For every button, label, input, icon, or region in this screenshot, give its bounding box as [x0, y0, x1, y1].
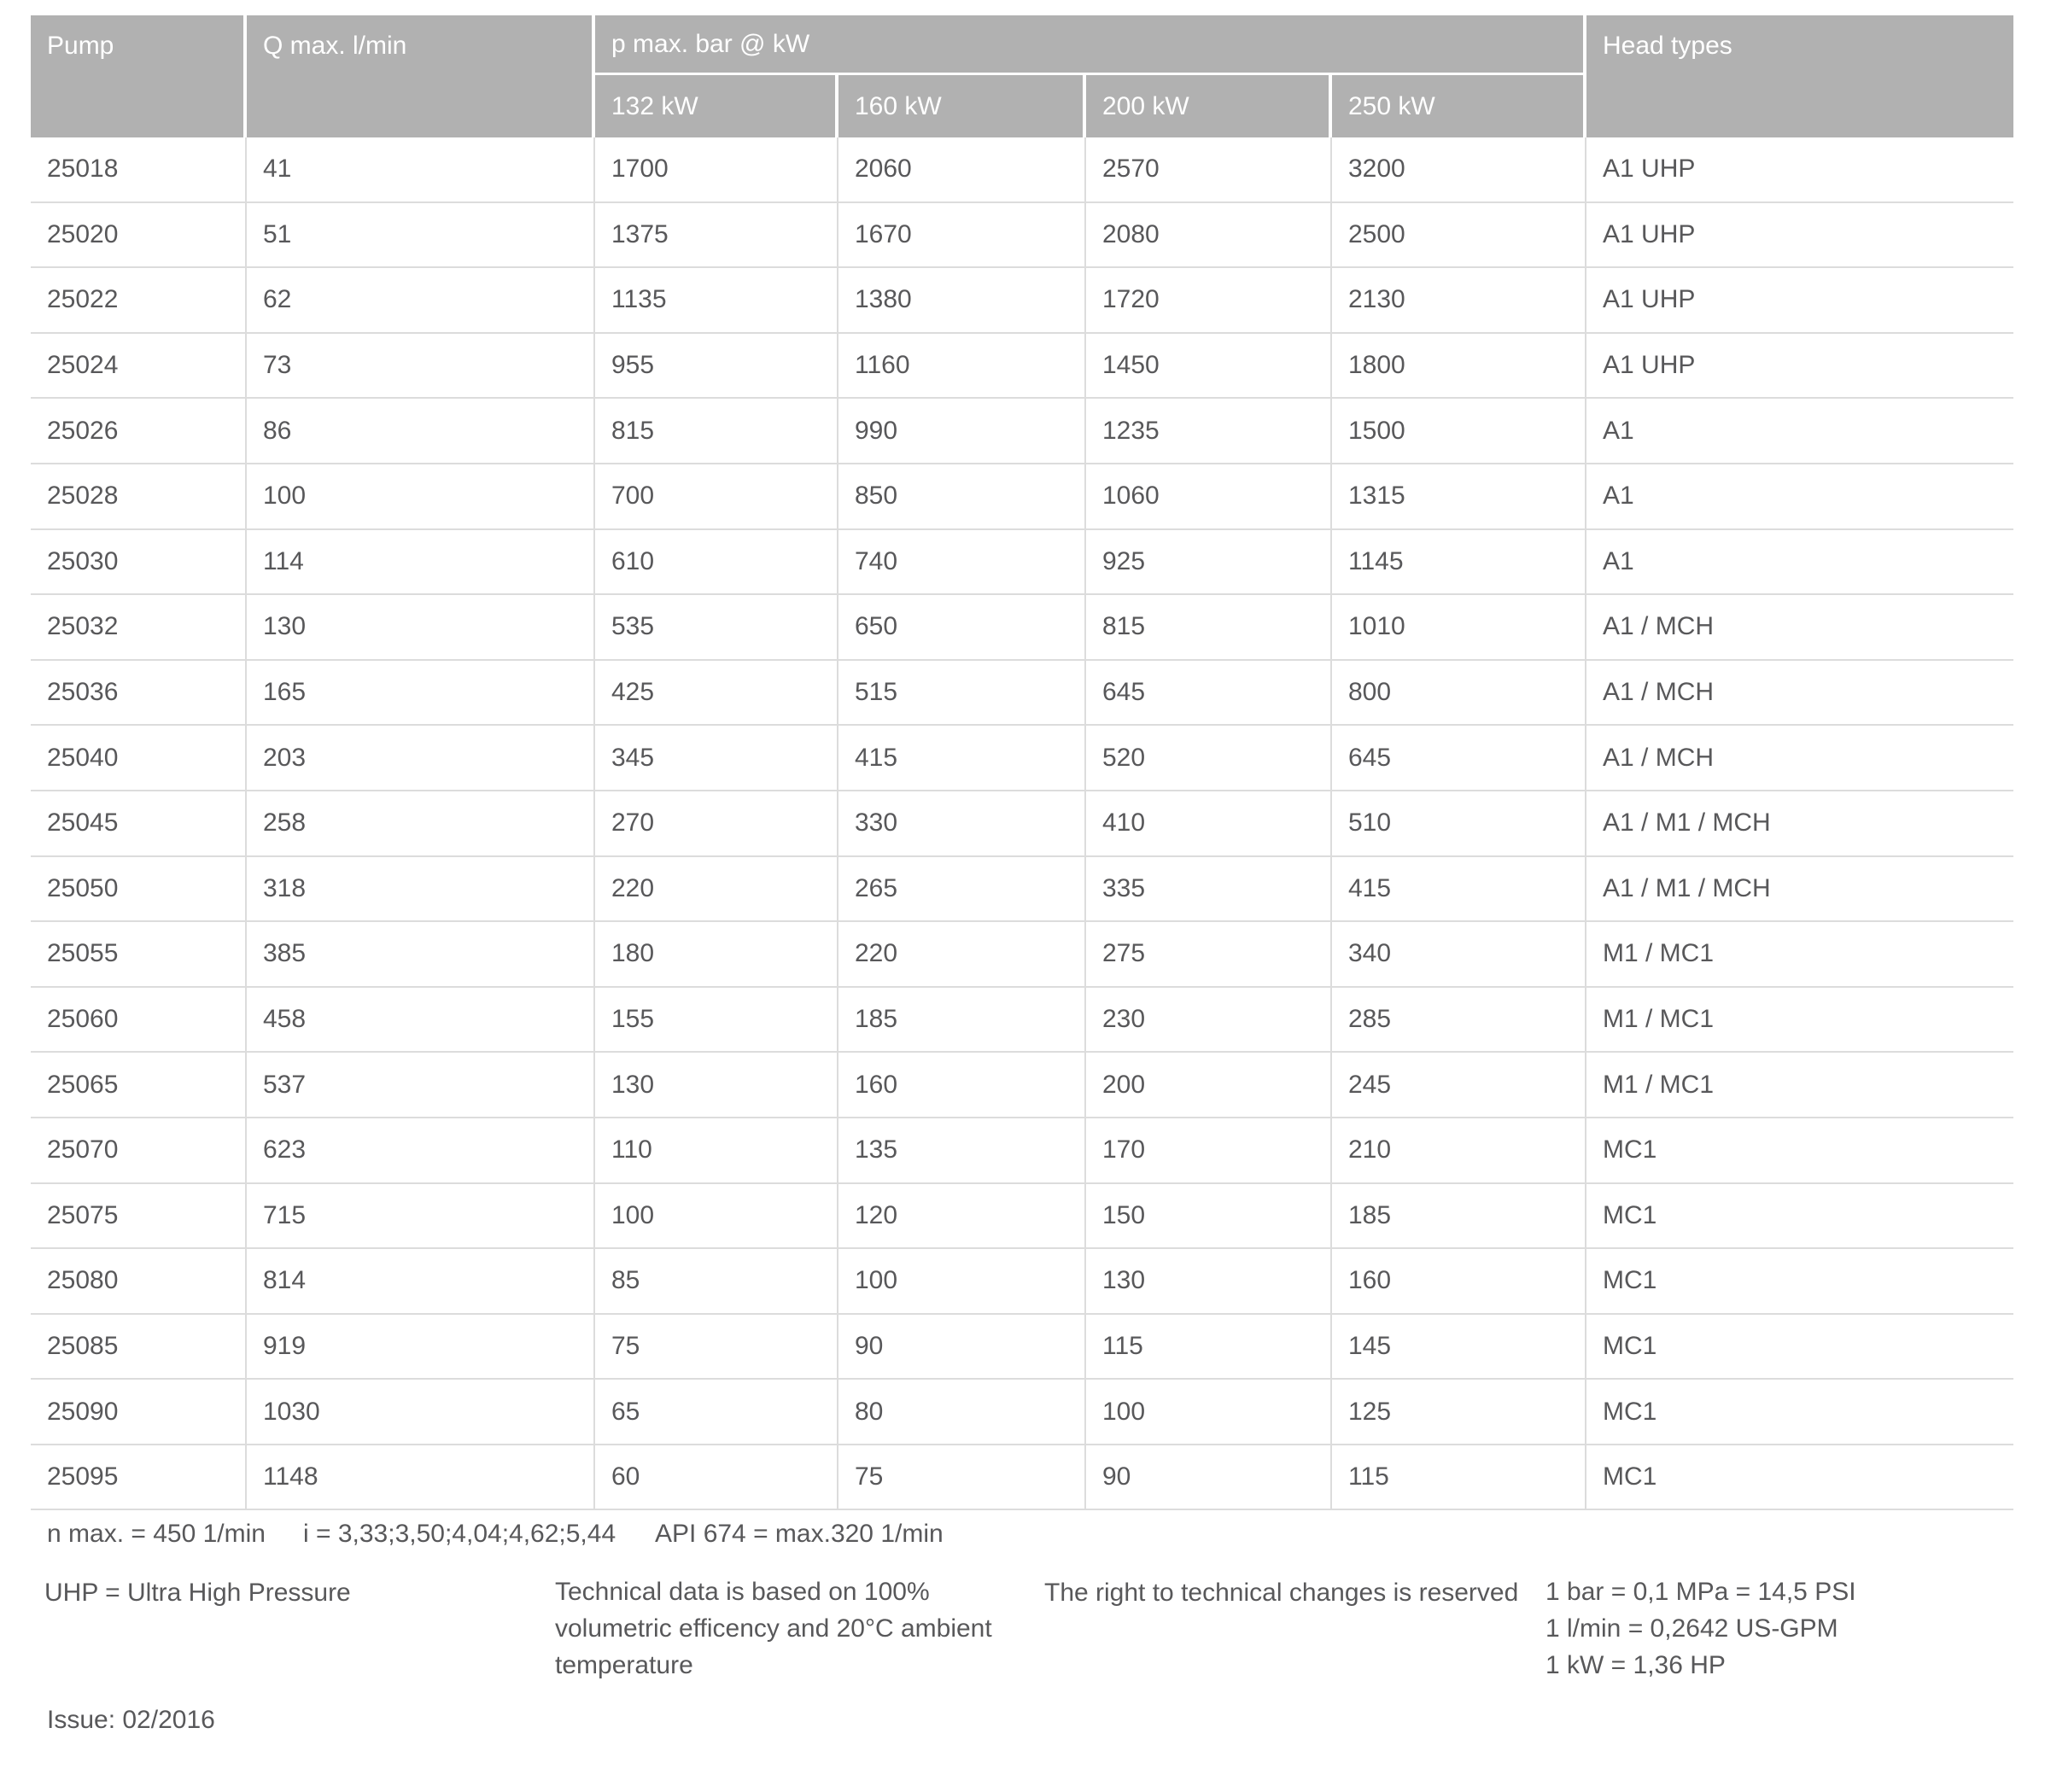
- cell-head-type: M1 / MC1: [1586, 922, 2013, 988]
- cell-132kw: 1375: [595, 203, 838, 269]
- column-header-132kw: 132 kW: [595, 75, 838, 137]
- cell-132kw: 155: [595, 988, 838, 1054]
- cell-132kw: 1700: [595, 137, 838, 203]
- pump-spec-table: [31, 15, 2013, 1510]
- cell-132kw: 130: [595, 1053, 838, 1118]
- cell-132kw: 955: [595, 334, 838, 400]
- cell-132kw: 425: [595, 661, 838, 727]
- cell-200kw: 1450: [1086, 334, 1332, 400]
- cell-head-type: A1: [1586, 399, 2013, 464]
- cell-160kw: 120: [838, 1184, 1086, 1250]
- cell-pump: 25018: [31, 137, 247, 203]
- column-header-pump: Pump: [31, 15, 247, 137]
- note-conversions: [1545, 1573, 1856, 1684]
- cell-200kw: 335: [1086, 857, 1332, 923]
- cell-pump: 25045: [31, 791, 247, 857]
- cell-pump: 25020: [31, 203, 247, 269]
- cell-250kw: 160: [1332, 1249, 1586, 1315]
- cell-200kw: 520: [1086, 726, 1332, 791]
- cell-qmax: 41: [247, 137, 595, 203]
- cell-250kw: 415: [1332, 857, 1586, 923]
- cell-head-type: A1 / M1 / MCH: [1586, 857, 2013, 923]
- cell-head-type: A1 / M1 / MCH: [1586, 791, 2013, 857]
- cell-200kw: 925: [1086, 530, 1332, 596]
- cell-head-type: A1 / MCH: [1586, 726, 2013, 791]
- cell-160kw: 2060: [838, 137, 1086, 203]
- cell-132kw: 610: [595, 530, 838, 596]
- cell-132kw: 100: [595, 1184, 838, 1250]
- column-header-160kw: 160 kW: [838, 75, 1086, 137]
- cell-head-type: A1 UHP: [1586, 203, 2013, 269]
- cell-132kw: 815: [595, 399, 838, 464]
- cell-160kw: 1160: [838, 334, 1086, 400]
- cell-200kw: 230: [1086, 988, 1332, 1054]
- column-header-pmax-group: p max. bar @ kW: [595, 15, 1586, 75]
- cell-200kw: 275: [1086, 922, 1332, 988]
- cell-qmax: 258: [247, 791, 595, 857]
- cell-qmax: 165: [247, 661, 595, 727]
- cell-200kw: 130: [1086, 1249, 1332, 1315]
- cell-200kw: 100: [1086, 1380, 1332, 1445]
- cell-250kw: 1800: [1332, 334, 1586, 400]
- cell-pump: 25024: [31, 334, 247, 400]
- cell-qmax: 537: [247, 1053, 595, 1118]
- cell-qmax: 1148: [247, 1445, 595, 1511]
- note-technical-data: [555, 1573, 992, 1684]
- cell-qmax: 814: [247, 1249, 595, 1315]
- cell-qmax: 203: [247, 726, 595, 791]
- note-i-ratios: i = 3,33;3,50;4,04;4,62;5,44: [303, 1520, 616, 1548]
- column-header-head-types: Head types: [1586, 15, 2013, 137]
- cell-250kw: 245: [1332, 1053, 1586, 1118]
- cell-250kw: 185: [1332, 1184, 1586, 1250]
- note-conversion-kw: 1 kW = 1,36 HP: [1545, 1651, 1726, 1679]
- cell-head-type: A1 / MCH: [1586, 595, 2013, 661]
- cell-pump: 25065: [31, 1053, 247, 1118]
- cell-250kw: 510: [1332, 791, 1586, 857]
- cell-head-type: M1 / MC1: [1586, 1053, 2013, 1118]
- cell-200kw: 200: [1086, 1053, 1332, 1118]
- cell-132kw: 75: [595, 1315, 838, 1380]
- cell-pump: 25085: [31, 1315, 247, 1380]
- cell-160kw: 90: [838, 1315, 1086, 1380]
- cell-250kw: 285: [1332, 988, 1586, 1054]
- cell-200kw: 2570: [1086, 137, 1332, 203]
- cell-pump: 25050: [31, 857, 247, 923]
- cell-160kw: 80: [838, 1380, 1086, 1445]
- cell-200kw: 1720: [1086, 268, 1332, 334]
- cell-qmax: 86: [247, 399, 595, 464]
- cell-250kw: 3200: [1332, 137, 1586, 203]
- cell-head-type: MC1: [1586, 1445, 2013, 1511]
- cell-qmax: 114: [247, 530, 595, 596]
- note-conversion-lmin: 1 l/min = 0,2642 US-GPM: [1545, 1614, 1838, 1643]
- cell-250kw: 1500: [1332, 399, 1586, 464]
- note-technical-line1: Technical data is based on 100%: [555, 1578, 930, 1606]
- cell-qmax: 715: [247, 1184, 595, 1250]
- cell-250kw: 645: [1332, 726, 1586, 791]
- cell-160kw: 160: [838, 1053, 1086, 1118]
- cell-250kw: 340: [1332, 922, 1586, 988]
- cell-200kw: 645: [1086, 661, 1332, 727]
- cell-head-type: A1 UHP: [1586, 137, 2013, 203]
- cell-200kw: 410: [1086, 791, 1332, 857]
- cell-160kw: 850: [838, 464, 1086, 530]
- cell-qmax: 623: [247, 1118, 595, 1184]
- cell-132kw: 1135: [595, 268, 838, 334]
- cell-qmax: 385: [247, 922, 595, 988]
- cell-head-type: A1: [1586, 464, 2013, 530]
- cell-qmax: 130: [247, 595, 595, 661]
- cell-250kw: 1315: [1332, 464, 1586, 530]
- cell-200kw: 1060: [1086, 464, 1332, 530]
- cell-pump: 25028: [31, 464, 247, 530]
- note-n-max: n max. = 450 1/min: [47, 1520, 266, 1548]
- cell-132kw: 220: [595, 857, 838, 923]
- cell-head-type: MC1: [1586, 1118, 2013, 1184]
- cell-160kw: 265: [838, 857, 1086, 923]
- cell-160kw: 75: [838, 1445, 1086, 1511]
- cell-132kw: 110: [595, 1118, 838, 1184]
- note-conversion-bar: 1 bar = 0,1 MPa = 14,5 PSI: [1545, 1578, 1856, 1606]
- cell-qmax: 318: [247, 857, 595, 923]
- cell-250kw: 2130: [1332, 268, 1586, 334]
- cell-pump: 25040: [31, 726, 247, 791]
- cell-pump: 25055: [31, 922, 247, 988]
- note-technical-line3: temperature: [555, 1651, 693, 1679]
- cell-160kw: 650: [838, 595, 1086, 661]
- cell-pump: 25080: [31, 1249, 247, 1315]
- note-uhp: UHP = Ultra High Pressure: [44, 1579, 351, 1607]
- cell-200kw: 2080: [1086, 203, 1332, 269]
- note-technical-line2: volumetric efficency and 20°C ambient: [555, 1614, 992, 1643]
- cell-132kw: 65: [595, 1380, 838, 1445]
- cell-qmax: 919: [247, 1315, 595, 1380]
- cell-132kw: 270: [595, 791, 838, 857]
- cell-pump: 25030: [31, 530, 247, 596]
- cell-132kw: 60: [595, 1445, 838, 1511]
- cell-200kw: 170: [1086, 1118, 1332, 1184]
- cell-250kw: 1010: [1332, 595, 1586, 661]
- cell-qmax: 62: [247, 268, 595, 334]
- cell-250kw: 125: [1332, 1380, 1586, 1445]
- cell-qmax: 73: [247, 334, 595, 400]
- cell-160kw: 1670: [838, 203, 1086, 269]
- cell-160kw: 740: [838, 530, 1086, 596]
- note-api-674: API 674 = max.320 1/min: [655, 1520, 944, 1548]
- column-header-200kw: 200 kW: [1086, 75, 1332, 137]
- cell-pump: 25036: [31, 661, 247, 727]
- cell-pump: 25095: [31, 1445, 247, 1511]
- cell-250kw: 210: [1332, 1118, 1586, 1184]
- cell-160kw: 185: [838, 988, 1086, 1054]
- cell-head-type: MC1: [1586, 1184, 2013, 1250]
- cell-pump: 25026: [31, 399, 247, 464]
- cell-250kw: 800: [1332, 661, 1586, 727]
- cell-160kw: 330: [838, 791, 1086, 857]
- cell-200kw: 90: [1086, 1445, 1332, 1511]
- cell-160kw: 220: [838, 922, 1086, 988]
- column-header-qmax: Q max. l/min: [247, 15, 595, 137]
- cell-132kw: 180: [595, 922, 838, 988]
- cell-qmax: 458: [247, 988, 595, 1054]
- cell-200kw: 1235: [1086, 399, 1332, 464]
- cell-pump: 25070: [31, 1118, 247, 1184]
- cell-160kw: 515: [838, 661, 1086, 727]
- cell-qmax: 100: [247, 464, 595, 530]
- cell-200kw: 150: [1086, 1184, 1332, 1250]
- cell-head-type: MC1: [1586, 1315, 2013, 1380]
- cell-head-type: MC1: [1586, 1380, 2013, 1445]
- cell-132kw: 345: [595, 726, 838, 791]
- cell-head-type: M1 / MC1: [1586, 988, 2013, 1054]
- cell-pump: 25022: [31, 268, 247, 334]
- cell-head-type: A1 UHP: [1586, 268, 2013, 334]
- cell-200kw: 115: [1086, 1315, 1332, 1380]
- cell-132kw: 700: [595, 464, 838, 530]
- cell-head-type: A1 / MCH: [1586, 661, 2013, 727]
- cell-pump: 25075: [31, 1184, 247, 1250]
- cell-160kw: 135: [838, 1118, 1086, 1184]
- issue-label: Issue: 02/2016: [47, 1706, 215, 1734]
- cell-250kw: 2500: [1332, 203, 1586, 269]
- cell-qmax: 51: [247, 203, 595, 269]
- cell-pump: 25032: [31, 595, 247, 661]
- cell-160kw: 100: [838, 1249, 1086, 1315]
- cell-head-type: MC1: [1586, 1249, 2013, 1315]
- cell-200kw: 815: [1086, 595, 1332, 661]
- cell-head-type: A1 UHP: [1586, 334, 2013, 400]
- cell-250kw: 115: [1332, 1445, 1586, 1511]
- cell-160kw: 415: [838, 726, 1086, 791]
- cell-160kw: 1380: [838, 268, 1086, 334]
- cell-pump: 25060: [31, 988, 247, 1054]
- cell-qmax: 1030: [247, 1380, 595, 1445]
- cell-250kw: 145: [1332, 1315, 1586, 1380]
- cell-head-type: A1: [1586, 530, 2013, 596]
- cell-250kw: 1145: [1332, 530, 1586, 596]
- cell-160kw: 990: [838, 399, 1086, 464]
- cell-132kw: 85: [595, 1249, 838, 1315]
- cell-pump: 25090: [31, 1380, 247, 1445]
- note-rights: The right to technical changes is reserved: [1044, 1579, 1519, 1607]
- cell-132kw: 535: [595, 595, 838, 661]
- column-header-250kw: 250 kW: [1332, 75, 1586, 137]
